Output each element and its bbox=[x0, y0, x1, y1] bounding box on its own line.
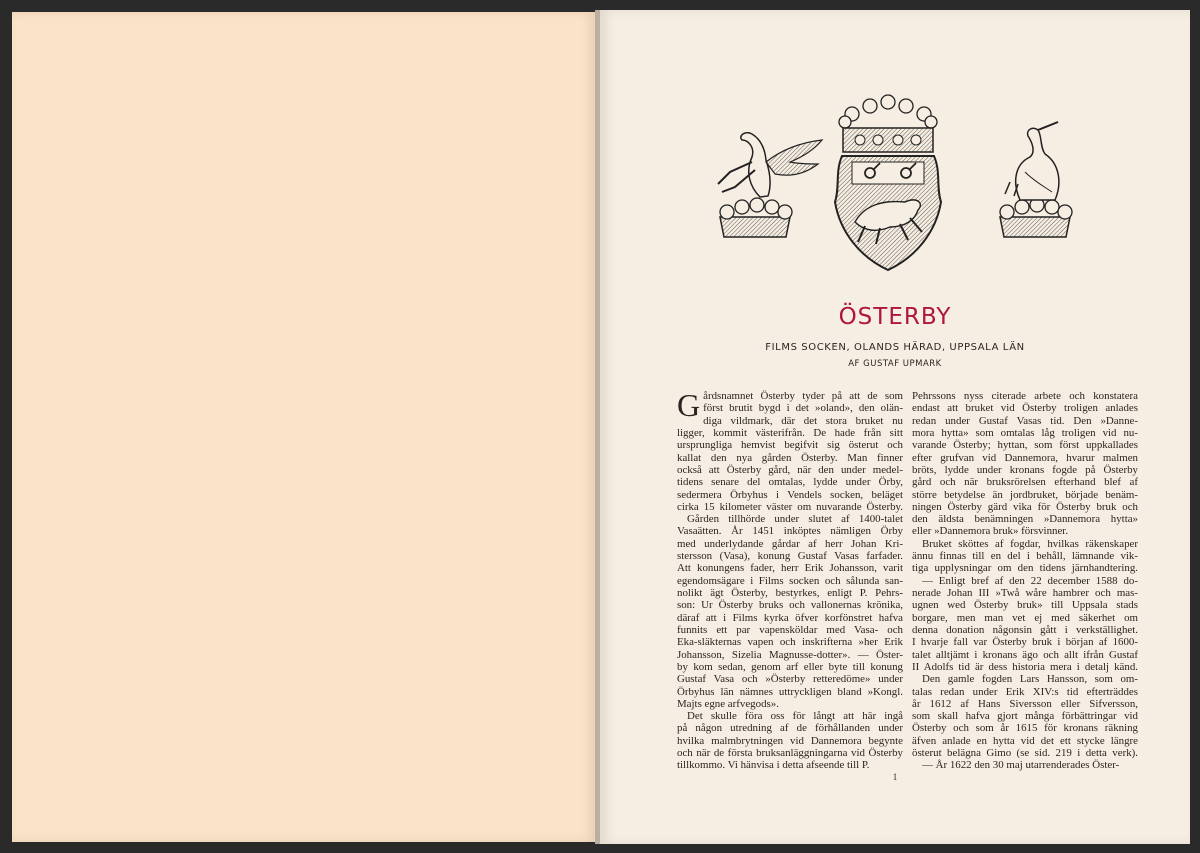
text-line: ligger, kommit västerifrån. De hade från sitt bbox=[677, 426, 903, 439]
author-line: AF GUSTAF UPMARK bbox=[848, 359, 942, 369]
text-line: nolikt ägt Österby, bestyrkes, enligt P. Pehrs- bbox=[677, 587, 903, 599]
text-line: som skall hafva gjort många förbättringar vid bbox=[912, 710, 1138, 723]
text-line: äfven anlade en hytta vid det ett stycke längre bbox=[912, 734, 1138, 747]
text-line: endast att bruket vid Österby troligen anlades bbox=[912, 402, 1138, 415]
text-line: stersson (Vasa), konung Gustaf Vasas farfader. bbox=[677, 550, 903, 563]
heraldic-emblems bbox=[700, 92, 1090, 282]
text-line: Eka-släkternas vapen och inskrifterna »her Erik bbox=[677, 636, 903, 649]
text-line: ursprungliga hemvist begifvit sig österut och bbox=[677, 439, 903, 452]
text-line: talas redan under Erik XIV:s tid efterträddes bbox=[912, 685, 1138, 698]
page-title: ÖSTERBY bbox=[838, 304, 952, 330]
text-line: varande Österby; hyttan, som först uppkallades bbox=[912, 439, 1138, 452]
heron-crest-icon bbox=[1000, 122, 1072, 237]
text-line: talet alltjämt i kronans ägo och allt ifrån Gustaf bbox=[912, 648, 1138, 661]
text-line: tidens senare del omtalas, lydde under Örby, bbox=[677, 476, 903, 489]
text-line: hvilka malmbrytningen vid Dannemora begynte bbox=[677, 734, 903, 747]
text-line: II Adolfs tid är dess historia mera i detalj känd. bbox=[912, 660, 1138, 673]
text-line: by kom sedan, genom arf eller byte till konung bbox=[677, 660, 903, 673]
text-line: bröts, lydde under kronans fogde på Österby bbox=[912, 463, 1138, 476]
text-line: egendomsägare i Films socken och sålunda san- bbox=[677, 574, 903, 587]
text-line: sedermera Örbyhus i Vendels socken, beläget bbox=[677, 488, 903, 501]
text-line: Den gamle fogden Lars Hansson, som om- bbox=[922, 673, 1138, 686]
text-line: Att konungens fader, herr Erik Johansson, varit bbox=[677, 562, 903, 575]
text-line: redan under Gustaf Vasas tid. Den »Danne- bbox=[912, 414, 1138, 427]
text-line: ningen Österby gärd vika för Österby bruk och bbox=[912, 500, 1138, 513]
text-line: — År 1622 den 30 maj utarrenderades Öster- bbox=[922, 759, 1120, 772]
text-line: tiga upplysningar om den tidens järnhandtering. bbox=[912, 562, 1138, 575]
text-line: Pehrssons nyss citerade arbete och konstatera bbox=[912, 390, 1138, 402]
text-line: österut belägna Gimo (se sid. 219 i detta verk). bbox=[912, 747, 1138, 760]
text-line: Bruket sköttes af fogdar, hvilkas räkenskaper bbox=[922, 537, 1138, 550]
text-line: år 1612 af Hans Siversson eller Sifversson, bbox=[912, 697, 1138, 710]
crowned-shield-icon bbox=[835, 95, 941, 270]
text-column-left bbox=[677, 387, 903, 772]
text-line: ugnen wed Österby bruk» till Uppsala stads bbox=[912, 599, 1138, 612]
text-line: Majts egne arfvegods». bbox=[677, 697, 779, 710]
text-line: I hvarje fall var Österby bruk i början af 1600- bbox=[912, 636, 1138, 649]
text-line: Gustaf Vasa och »Österby retteredöme» under bbox=[677, 673, 903, 686]
text-line: ännu finnas till en del i behåll, lämnande vik- bbox=[912, 550, 1138, 563]
text-line: årdsnamnet Österby tyder på att de som bbox=[703, 390, 903, 402]
text-line: funnits ett par vapensköldar med Vasa- och bbox=[677, 623, 903, 636]
text-line: Vasaätten. År 1451 inköptes nämligen Örby bbox=[677, 525, 903, 538]
text-line: diga vildmark, där det stora bruket nu bbox=[703, 414, 903, 427]
text-line: efter grufvan vid Dannemora, hvarur malmen bbox=[912, 451, 1138, 464]
winged-horse-crest-icon bbox=[718, 133, 822, 237]
text-line: kallat den nya gården Österby. Man finner bbox=[677, 451, 903, 464]
text-line: — Enligt bref af den 22 december 1588 do- bbox=[922, 574, 1138, 587]
text-line: tillkommo. Vi hänvisa i detta afseende till P. bbox=[677, 759, 870, 772]
text-line: nerade Johan III »Twå wåre hambrer och mas- bbox=[912, 587, 1138, 599]
drop-cap: G bbox=[677, 387, 701, 423]
text-line: större betydelse än jordbruket, började benäm- bbox=[912, 488, 1138, 501]
text-line: eller »Dannemora bruk» försvinner. bbox=[912, 525, 1069, 538]
text-line: gård och när bruksrörelsen efterhand blef af bbox=[912, 476, 1138, 489]
text-line: cirka 15 kilometer väster om nuvarande Österby. bbox=[677, 500, 903, 513]
text-line: Örbyhus län nämnes uttryckligen bland »Kongl. bbox=[677, 685, 903, 698]
text-line: på någon utredning af de förhållanden under bbox=[677, 722, 903, 735]
text-column-right bbox=[912, 390, 1138, 772]
text-line: den äldsta benämningen »Dannemora hytta» bbox=[912, 513, 1138, 526]
text-line: borgare, men man vet ej med säkerhet om bbox=[912, 611, 1138, 624]
text-line: denna donation någonsin gått i verkställighet. bbox=[912, 623, 1138, 636]
text-line: och när de första bruksanläggningarna vid Österby bbox=[677, 747, 903, 760]
text-line: också att Österby gård, när den under medel- bbox=[677, 463, 903, 476]
text-line: Gården tillhörde under slutet af 1400-talet bbox=[687, 513, 903, 526]
page-number: 1 bbox=[892, 772, 898, 782]
subtitle: FILMS SOCKEN, OLANDS HÄRAD, UPPSALA LÄN bbox=[765, 342, 1025, 353]
blank-left-page bbox=[12, 12, 596, 842]
text-line: däraf att i Films kyrka öfver korfönstret hafva bbox=[677, 611, 903, 624]
text-line: Det skulle föra oss för långt att här ingå bbox=[687, 710, 903, 723]
text-line: Österby och som år 1615 för kronans räkning bbox=[912, 722, 1138, 735]
text-page bbox=[600, 10, 1190, 844]
text-line: först brutit bygd i det »oland», den olän- bbox=[703, 402, 903, 415]
text-line: son: Ur Österby bruks och vallonernas krönika, bbox=[677, 599, 903, 612]
text-line: mora hytta» som omtalas låg troligen vid nu- bbox=[912, 426, 1138, 439]
text-line: Johansson, Sizelia Magnusse-dotter». — Öster- bbox=[677, 648, 903, 661]
text-line: med underlydande gårdar af herr Johan Kri- bbox=[677, 537, 903, 550]
